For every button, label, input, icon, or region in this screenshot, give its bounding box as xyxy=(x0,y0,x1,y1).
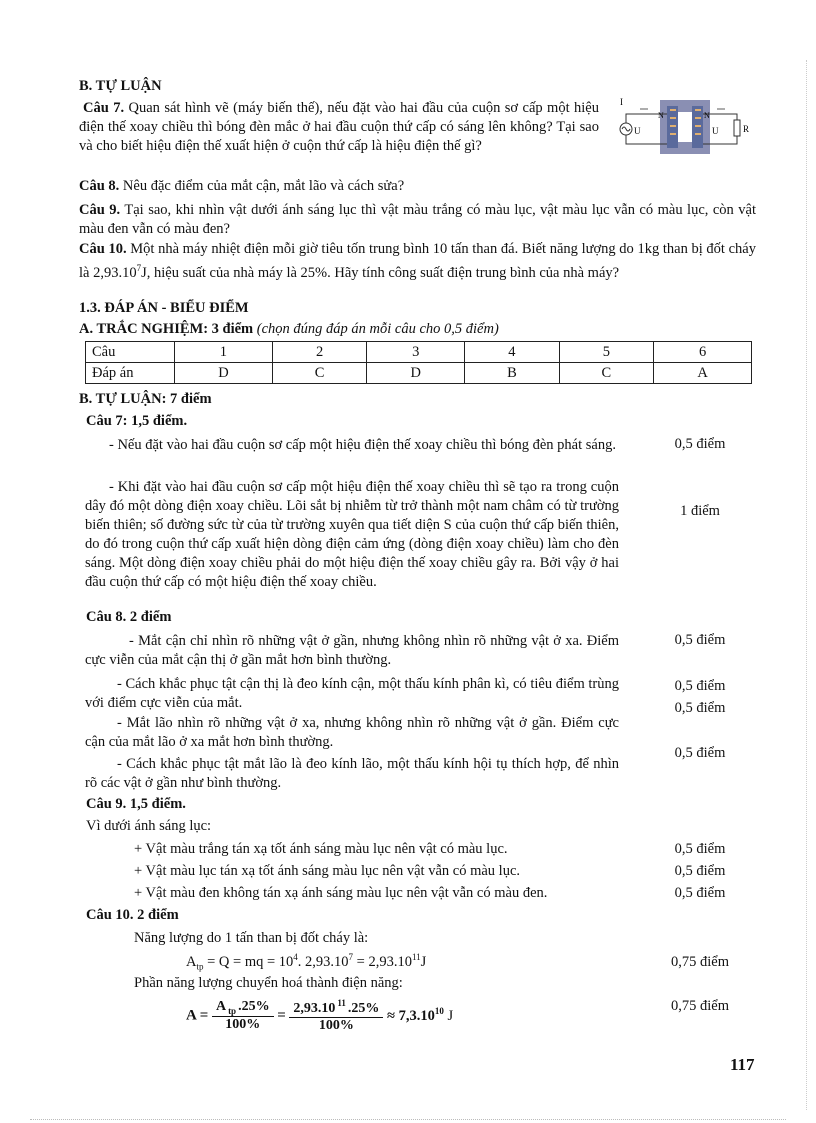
table-cell: C xyxy=(272,363,366,384)
question-8: Câu 8. Nêu đặc điểm của mắt cận, mắt lão và cách sửa? xyxy=(79,178,405,194)
score-8-4: 0,5 điểm xyxy=(674,745,726,761)
table-cell: A xyxy=(654,363,752,384)
answer-8-p1: - Mắt cận chỉ nhìn rõ những vật ở gần, nhưng không nhìn rõ những vật ở xa. Điểm cực viễn của mắt cận thị ở gần mắt hơn bình thường. xyxy=(85,633,619,668)
fig-label-u2: U xyxy=(712,126,719,136)
table-row xyxy=(86,342,752,363)
table-cell: 6 xyxy=(654,342,752,363)
table-cell: 2 xyxy=(272,342,366,363)
table-row xyxy=(86,363,752,384)
score-9-1: 0,5 điểm xyxy=(674,841,726,857)
table-cell: C xyxy=(559,363,653,384)
answer-10-intro: Năng lượng do 1 tấn than bị đốt cháy là: xyxy=(134,930,369,946)
table-cell: 5 xyxy=(559,342,653,363)
answer-8-title: Câu 8. 2 điểm xyxy=(86,609,172,625)
section-1-3-title: 1.3. ĐÁP ÁN - BIỂU ĐIỂM xyxy=(79,300,249,316)
score-8-1: 0,5 điểm xyxy=(674,632,726,648)
answer-8-p2: - Cách khắc phục tật cận thị là đeo kính cận, một thấu kính phân kì, có tiêu điểm trùng với điểm cực viễn của mắt. xyxy=(85,676,619,711)
question-9: Câu 9. Tại sao, khi nhìn vật dưới ánh sáng lục thì vật màu trắng có màu lục, vật màu lục vẫn có màu lục, còn vật màu đen vẫn có màu đen? xyxy=(79,202,756,237)
answer-9-line3: + Vật màu đen không tán xạ ánh sáng màu lục nên vật vẫn có màu đen. xyxy=(134,885,548,901)
footer-divider xyxy=(30,1119,786,1120)
page-number: 117 xyxy=(730,1055,755,1074)
question-7: Câu 7. Quan sát hình vẽ (máy biến thế), nếu đặt vào hai đầu của cuộn sơ cấp một hiệu điện thế xoay chiều thì bóng đèn mắc ở hai đầu cuộn thứ cấp có sáng lên không? Tại sao và cho biết hiệu điện thế xuất hiện ở cuộn thứ cấp là hiệu điện thế gì? xyxy=(79,100,599,154)
table-cell: 1 xyxy=(175,342,273,363)
transformer-figure xyxy=(612,92,752,162)
fraction-1: $\frac{A _{tp} .25\%}{100\%}$ xyxy=(212,999,274,1033)
answer-10-eq1: $A_{tp} = Q$ = mq = $10^4$. $2,93.10^7 = 2,93.10^{11}J$ xyxy=(186,952,427,972)
score-9-3: 0,5 điểm xyxy=(674,885,726,901)
answer-10-title: Câu 10. 2 điểm xyxy=(86,907,179,923)
score-10-1: 0,75 điểm xyxy=(671,954,729,970)
table-cell: B xyxy=(465,363,559,384)
table-cell: Câu xyxy=(86,342,175,363)
fig-label-i: I xyxy=(620,97,623,107)
score-8-2: 0,5 điểm xyxy=(674,678,726,694)
score-10-2: 0,75 điểm xyxy=(671,998,729,1014)
score-9-2: 0,5 điểm xyxy=(674,863,726,879)
section-b-title: B. TỰ LUẬN xyxy=(79,78,162,94)
fig-label-n2: N xyxy=(704,111,710,120)
answer-8-p3: - Mắt lão nhìn rõ những vật ở xa, nhưng không nhìn rõ những vật ở gần. Điểm cực cận của mắt lão ở xa mắt hơn bình thường. xyxy=(85,715,619,750)
section-b-score-title: B. TỰ LUẬN: 7 điểm xyxy=(79,391,212,407)
fraction-2: $\frac{2,93.10 ^{11} .25\%}{100\%}$ xyxy=(289,998,383,1034)
table-cell: Đáp án xyxy=(86,363,175,384)
answer-7-title: Câu 7: 1,5 điểm. xyxy=(86,413,188,429)
table-cell: 3 xyxy=(367,342,465,363)
fig-label-r: R xyxy=(743,124,750,134)
fig-label-u1: U xyxy=(634,126,641,136)
answer-table xyxy=(85,341,752,384)
table-cell: D xyxy=(175,363,273,384)
score-7-2: 1 điểm xyxy=(680,503,720,519)
answer-9-line1: + Vật màu trắng tán xạ tốt ánh sáng màu lục nên vật có màu lục. xyxy=(134,841,508,857)
answer-9-line2: + Vật màu lục tán xạ tốt ánh sáng màu lục nên vật vẫn có màu lục. xyxy=(134,863,521,879)
answer-9-intro: Vì dưới ánh sáng lục: xyxy=(86,818,212,834)
answer-10-intro2: Phần năng lượng chuyển hoá thành điện năng: xyxy=(134,975,403,991)
score-8-3: 0,5 điểm xyxy=(674,700,726,716)
score-7-1: 0,5 điểm xyxy=(674,436,726,452)
question-10: Câu 10. Một nhà máy nhiệt điện mỗi giờ tiêu tốn trung bình 10 tấn than đá. Biết năng lượng do 1kg than bị đốt cháy là 2,93.10$^7$J, hiệu suất của nhà máy là 25%. Hãy tính công suất điện trung bình của nhà máy? xyxy=(79,241,756,281)
table-cell: 4 xyxy=(465,342,559,363)
table-cell: D xyxy=(367,363,465,384)
answer-9-title: Câu 9. 1,5 điểm. xyxy=(86,796,186,812)
page-edge xyxy=(806,60,807,1110)
fig-label-n1: N xyxy=(658,111,664,120)
answer-7-p2: - Khi đặt vào hai đầu cuộn sơ cấp một hiệu điện thế xoay chiều thì sẽ tạo ra trong cuộn dây đó một dòng điện xoay chiều. Lõi sắt bị nhiễm từ trở thành một nam châm có từ trường biến thiên; số đường sức từ của từ trường xuyên qua tiết diện S của cuộn thứ cấp biến thiên, do đó trong cuộn thứ cấp xuất hiện dòng điện cảm ứng (dòng điện xoay chiều) làm cho đèn sáng. Một dòng điện xoay chiều phải do một hiệu điện thế xoay chiều gây ra. Bởi vậy ở hai đầu cuộn thứ cấp có một hiệu điện thế xoay chiều. xyxy=(85,479,619,590)
answer-7-p1: - Nếu đặt vào hai đầu cuộn sơ cấp một hiệu điện thế xoay chiều thì bóng đèn phát sáng. xyxy=(109,437,616,453)
answer-10-eq2: A = $\frac{A _{tp} .25\%}{100\%}$ = $\frac{2,93.10 ^{11} .25\%}{100\%}$ ≈ $7,3.10^{10}$ J xyxy=(186,998,454,1033)
section-a-title: A. TRẮC NGHIỆM: 3 điểm (chọn đúng đáp án mỗi câu cho 0,5 điểm) xyxy=(79,321,499,337)
answer-8-p4: - Cách khắc phục tật mắt lão là đeo kính lão, một thấu kính hội tụ thích hợp, để nhìn rõ các vật ở gần như bình thường. xyxy=(85,756,619,791)
